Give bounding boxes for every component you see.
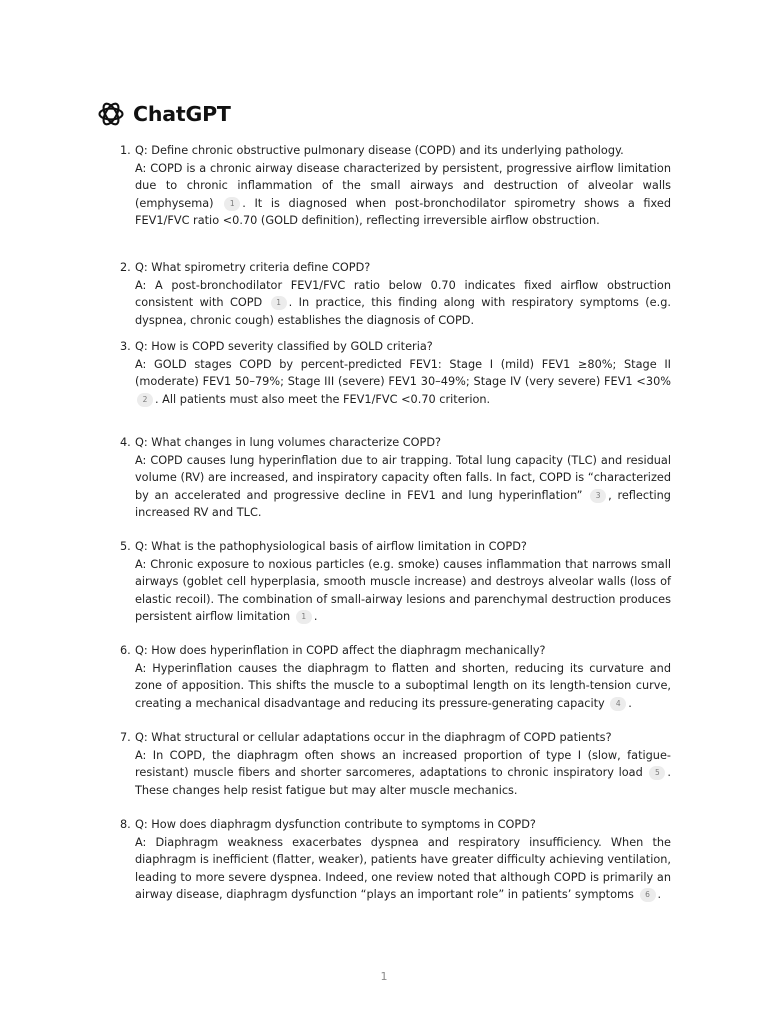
citation-badge[interactable]: 1: [271, 296, 287, 310]
answer-text: [135, 834, 671, 904]
qa-item: [120, 434, 671, 522]
citation-badge[interactable]: 1: [224, 197, 240, 211]
answer-segment: A: Diaphragm weakness exacerbates dyspnea and respiratory insufficiency. When the diaphragm is inefficient (flatter, weaker), patients have greater difficulty achieving ventilation, leading to more severe dyspnea. Indeed, one review noted that although COPD is primarily an airway disease, diaphragm dysfunction “plays an important role” in patients’ symptoms: [135, 835, 671, 901]
answer-segment: A: GOLD stages COPD by percent-predicted FEV1: Stage I (mild) FEV1 ≥80%; Stage II (moderate) FEV1 50–79%; Stage III (severe) FEV1 30–49%; Stage IV (very severe) FEV1 <30%: [135, 357, 671, 388]
citation-badge[interactable]: 3: [590, 489, 606, 503]
answer-segment: A: A post-bronchodilator FEV1/FVC ratio below 0.70 indicates fixed airflow obstruction consistent with COPD: [135, 278, 671, 309]
answer-segment: A: COPD is a chronic airway disease characterized by persistent, progressive airflow limitation due to chronic inflammation of the small airways and destruction of alveolar walls (emphysema): [135, 161, 671, 210]
question-text: Q: What is the pathophysiological basis of airflow limitation in COPD?: [135, 540, 527, 553]
answer-segment: . All patients must also meet the FEV1/FVC <0.70 criterion.: [155, 392, 491, 406]
answer-text: [135, 160, 671, 230]
answer-segment: .: [628, 696, 632, 710]
answer-segment: . In practice, this finding along with respiratory symptoms (e.g. dyspnea, chronic cough) establishes the diagnosis of COPD.: [135, 296, 671, 327]
qa-item: [120, 538, 671, 626]
question-text: Q: How does hyperinflation in COPD affect the diaphragm mechanically?: [135, 644, 546, 657]
answer-text: [135, 556, 671, 626]
qa-body: [135, 259, 671, 329]
citation-badge[interactable]: 2: [137, 393, 153, 407]
answer-segment: .: [657, 888, 662, 901]
answer-segment: .: [313, 610, 318, 623]
item-number: 6.: [120, 644, 131, 657]
question-text: Q: What changes in lung volumes characterize COPD?: [135, 436, 442, 449]
answer-segment: . It is diagnosed when post-bronchodilator spirometry shows a fixed FEV1/FVC ratio <0.70 (GOLD definition), reflecting irreversible airflow obstruction.: [135, 196, 671, 227]
answer-text: [135, 277, 671, 330]
openai-logo-icon: [97, 100, 125, 128]
citation-badge[interactable]: 5: [649, 766, 665, 780]
qa-item: [120, 642, 671, 712]
answer-segment: A: Chronic exposure to noxious particles (e.g. smoke) causes inflammation that narrows small airways (goblet cell hyperplasia, smooth muscle increase) and destroys alveolar walls (loss of elastic recoil). The combination of small-airway lesions and parenchymal destruction produces persistent airflow limitation: [135, 557, 671, 623]
qa-body: [135, 729, 671, 799]
item-number: 5.: [120, 540, 131, 553]
citation-badge[interactable]: 6: [640, 888, 656, 902]
item-number: 3.: [120, 340, 131, 353]
qa-body: [135, 338, 671, 408]
question-text: Q: What structural or cellular adaptations occur in the diaphragm of COPD patients?: [135, 731, 612, 744]
question-text: Q: What spirometry criteria define COPD?: [135, 261, 371, 274]
qa-body: [135, 642, 671, 712]
answer-segment: . These changes help resist fatigue but may alter muscle mechanics.: [135, 766, 671, 797]
qa-item: [120, 338, 671, 408]
page-number: 1: [380, 970, 388, 983]
qa-body: [135, 538, 671, 626]
answer-text: [135, 452, 671, 522]
item-number: 8.: [120, 818, 131, 831]
answer-segment: , reflecting increased RV and TLC.: [135, 488, 671, 519]
document-header: [97, 100, 231, 128]
qa-body: [135, 142, 671, 230]
answer-segment: A: In COPD, the diaphragm often shows an increased proportion of type I (slow, fatigue-resistant) muscle fibers and shorter sarcomeres, adaptations to chronic inspiratory load: [135, 748, 671, 779]
item-number: 2.: [120, 261, 131, 274]
question-text: Q: How does diaphragm dysfunction contribute to symptoms in COPD?: [135, 818, 536, 831]
answer-segment: A: COPD causes lung hyperinflation due to air trapping. Total lung capacity (TLC) and residual volume (RV) are increased, and inspiratory capacity often falls. In fact, COPD is “characterized by an accelerated and progressive decline in FEV1 and lung hyperinflation”: [135, 453, 671, 502]
item-number: 7.: [120, 731, 131, 744]
qa-item: [120, 729, 671, 799]
answer-text: [135, 747, 671, 800]
qa-body: [135, 816, 671, 904]
answer-text: [135, 660, 671, 713]
answer-text: [135, 356, 671, 409]
qa-item: [120, 816, 671, 904]
qa-body: [135, 434, 671, 522]
item-number: 4.: [120, 436, 131, 449]
qa-item: [120, 259, 671, 329]
question-text: Q: How is COPD severity classified by GOLD criteria?: [135, 340, 433, 353]
brand-name: ChatGPT: [133, 102, 231, 126]
item-number: 1.: [120, 144, 131, 157]
qa-item: [120, 142, 671, 230]
answer-segment: A: Hyperinflation causes the diaphragm to flatten and shorten, reducing its curvature and zone of apposition. This shifts the muscle to a suboptimal length on its length-tension curve, creating a mechanical disadvantage and reducing its pressure-generating capacity: [135, 661, 671, 710]
citation-badge[interactable]: 4: [610, 697, 626, 711]
question-text: Q: Define chronic obstructive pulmonary disease (COPD) and its underlying pathology.: [135, 144, 624, 157]
citation-badge[interactable]: 1: [296, 610, 312, 624]
